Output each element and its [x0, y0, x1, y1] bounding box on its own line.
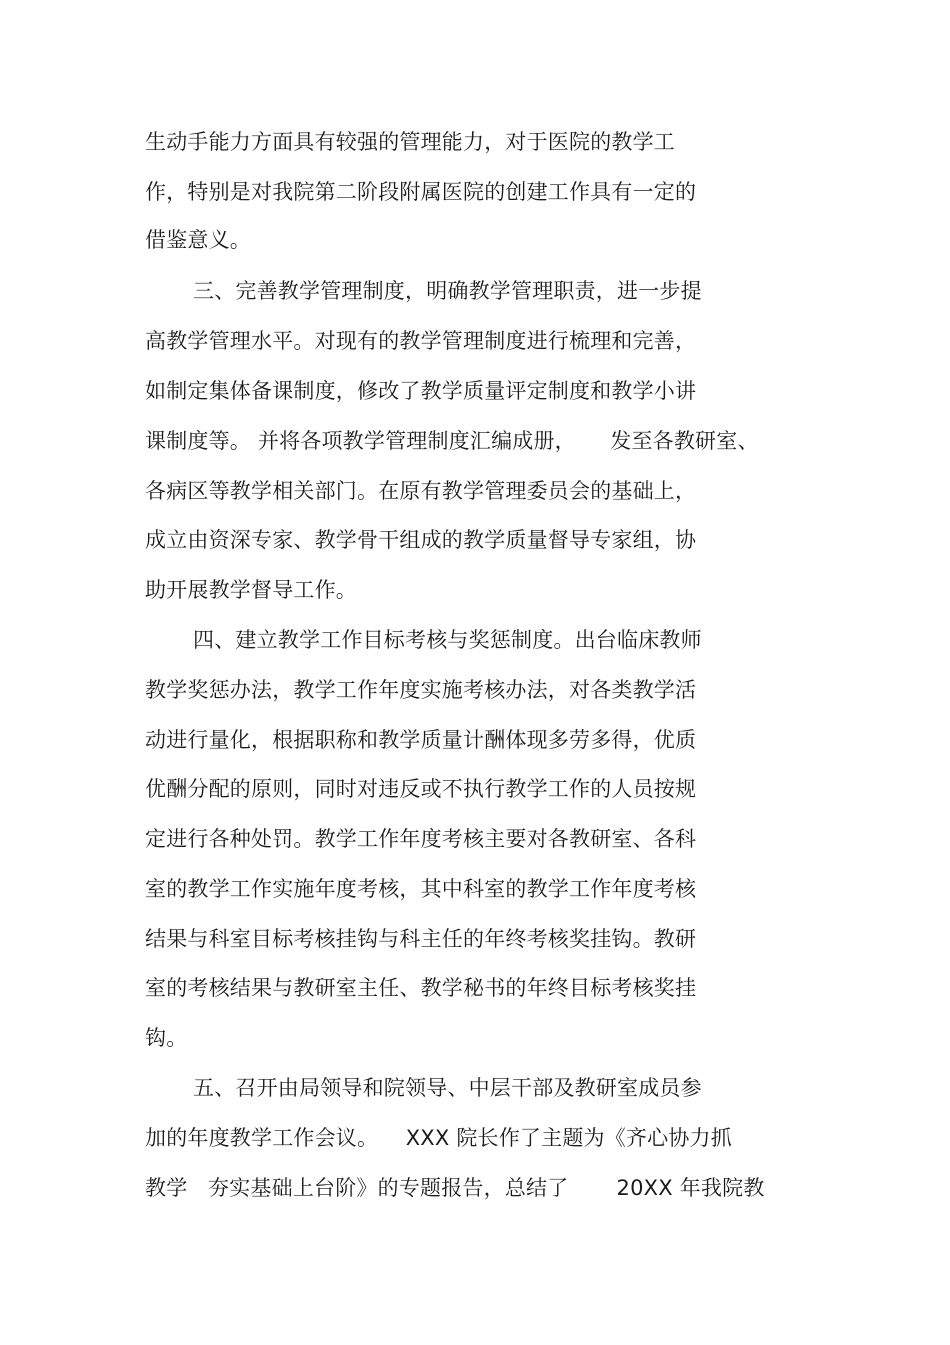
paragraph-heading-5: 五、召开由局领导和院领导、中层干部及教研室成员参 — [193, 1076, 702, 1100]
text-line: 加的年度教学工作会议。 XXX 院长作了主题为《齐心协力抓 — [145, 1126, 732, 1150]
paragraph-heading-4: 四、建立教学工作目标考核与奖惩制度。出台临床教师 — [193, 628, 702, 652]
text-line: 生动手能力方面具有较强的管理能力，对于医院的教学工 — [145, 130, 675, 154]
text-line: 如制定集体备课制度，修改了教学质量评定制度和教学小讲 — [145, 379, 697, 403]
text-line: 借鉴意义。 — [145, 228, 251, 252]
text-line: 各病区等教学相关部门。在原有教学管理委员会的基础上， — [145, 479, 697, 503]
text-line: 优酬分配的原则，同时对违反或不执行教学工作的人员按规 — [145, 777, 697, 801]
paragraph-heading-3: 三、完善教学管理制度，明确教学管理职责，进一步提 — [193, 279, 702, 303]
text-line: 动进行量化，根据职称和教学质量计酬体现多劳多得，优质 — [145, 728, 697, 752]
text-line: 定进行各种处罚。教学工作年度考核主要对各教研室、各科 — [145, 827, 697, 851]
text-line: 教学 夯实基础上台阶》的专题报告，总结了 20XX 年我院教 — [145, 1176, 765, 1200]
text-line: 教学奖惩办法，教学工作年度实施考核办法，对各类教学活 — [145, 678, 697, 702]
text-line: 室的教学工作实施年度考核，其中科室的教学工作年度考核 — [145, 877, 697, 901]
text-line: 成立由资深专家、教学骨干组成的教学质量督导专家组，协 — [145, 528, 697, 552]
text-line: 结果与科室目标考核挂钩与科主任的年终考核奖挂钩。教研 — [145, 927, 697, 951]
text-line: 课制度等。 并将各项教学管理制度汇编成册， 发至各教研室、 — [145, 429, 759, 453]
text-line: 钩。 — [145, 1026, 188, 1050]
text-line: 助开展教学督导工作。 — [145, 578, 357, 602]
text-line: 室的考核结果与教研室主任、教学秘书的年终目标考核奖挂 — [145, 976, 697, 1000]
text-line: 高教学管理水平。对现有的教学管理制度进行梳理和完善， — [145, 329, 697, 353]
text-line: 作，特别是对我院第二阶段附属医院的创建工作具有一定的 — [145, 180, 697, 204]
